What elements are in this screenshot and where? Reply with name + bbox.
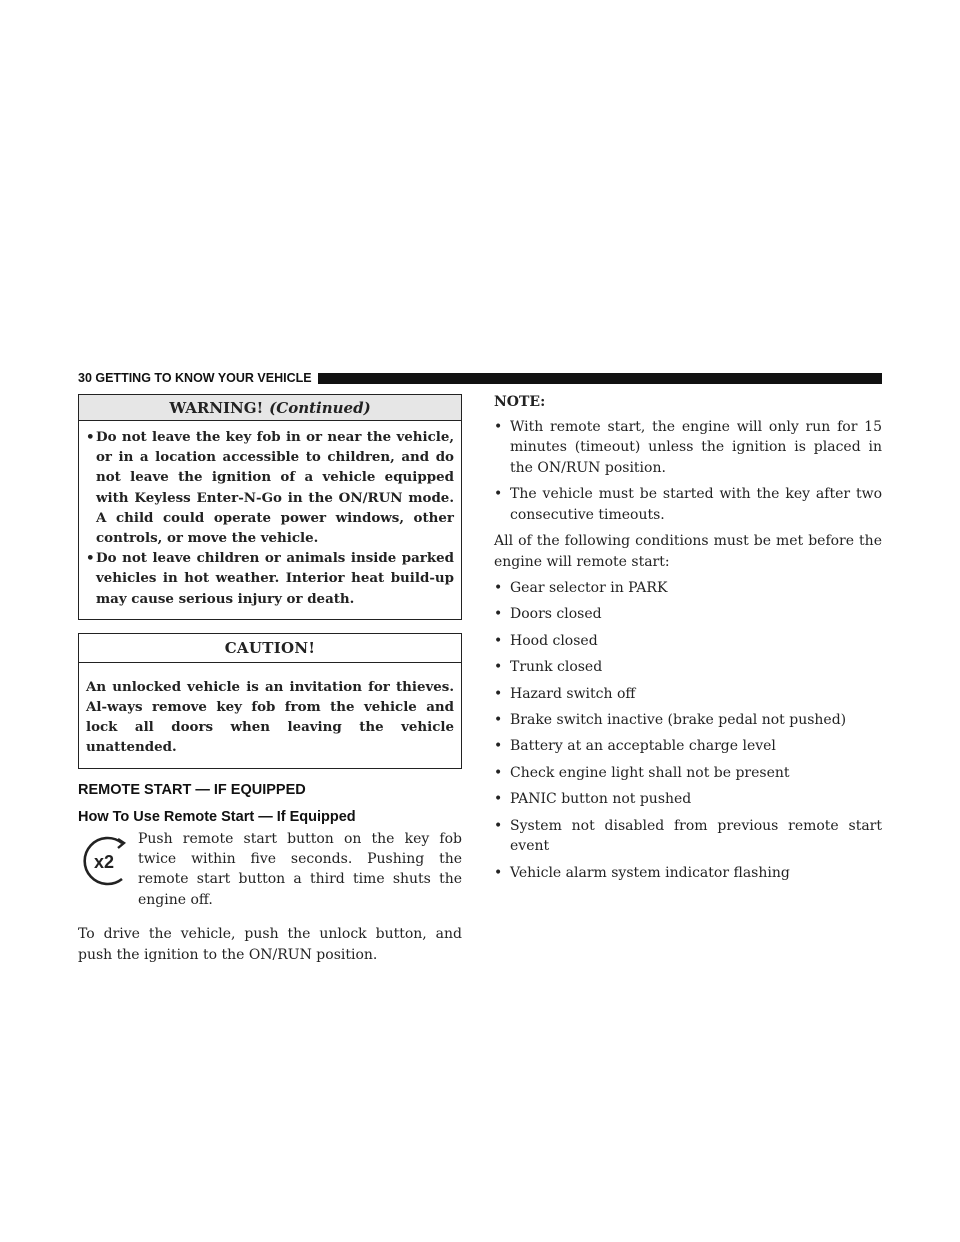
left-column [78, 394, 462, 966]
bullet-icon: • [494, 712, 503, 729]
list-item [494, 631, 882, 651]
condition-text: Check engine light shall not be present [510, 764, 790, 781]
list-item [494, 863, 882, 883]
bullet-icon: • [494, 738, 503, 755]
page-header [78, 370, 882, 386]
bullet-icon: • [494, 580, 503, 597]
icon-paragraph: Push remote start button on the key fob twice within five seconds. Pushing the remote start button a third time shuts the engine off. [138, 830, 462, 908]
warning-bullet [86, 427, 454, 548]
warning-bullet [86, 548, 454, 609]
list-item [494, 710, 882, 730]
list-item [494, 604, 882, 624]
conditions-list [494, 578, 882, 883]
caution-title: CAUTION! [79, 634, 461, 663]
note-bullet [494, 417, 882, 478]
bullet-icon: • [86, 429, 95, 445]
list-item [494, 789, 882, 809]
list-item [494, 684, 882, 704]
note-title: NOTE: [494, 394, 546, 410]
condition-text: Trunk closed [510, 659, 603, 676]
conditions-intro: All of the following conditions must be met before the engine will remote start: [494, 533, 882, 571]
warning-continued: (Continued) [269, 399, 371, 417]
warning-bullet-text: Do not leave the key fob in or near the vehicle, or in a location accessible to children, and do not leave the ignition of a vehicle equipped with Keyless Enter-N-Go in the ON/RUN mode. A child could operate power windows, other controls, or move the vehicle. [96, 429, 454, 547]
condition-text: Hazard switch off [510, 685, 636, 702]
bullet-icon: • [86, 550, 95, 567]
bullet-icon: • [494, 659, 503, 676]
icon-container [78, 829, 138, 910]
right-column [494, 394, 882, 889]
condition-text: Hood closed [510, 632, 598, 649]
list-item [494, 816, 882, 857]
condition-text: Vehicle alarm system indicator flashing [510, 864, 790, 881]
caution-box [78, 633, 462, 769]
section-title: REMOTE START — IF EQUIPPED [78, 781, 306, 798]
note-bullet-text: The vehicle must be started with the key after two consecutive timeouts. [510, 486, 882, 523]
condition-text: Battery at an acceptable charge level [510, 738, 776, 755]
condition-text: Gear selector in PARK [510, 580, 668, 597]
bullet-icon: • [494, 864, 503, 881]
remote-start-x2-icon [78, 835, 130, 887]
list-item [494, 763, 882, 783]
list-item [494, 657, 882, 677]
remote-start-instructions [78, 829, 462, 910]
icon-label: x2 [93, 851, 115, 872]
warning-body [79, 421, 461, 619]
bullet-icon: • [494, 486, 503, 503]
bullet-icon: • [494, 632, 503, 649]
drive-paragraph: To drive the vehicle, push the unlock button, and push the ignition to the ON/RUN position. [78, 925, 462, 963]
header-rule [318, 373, 882, 384]
condition-text: System not disabled from previous remote start event [510, 817, 882, 855]
condition-text: Doors closed [510, 606, 602, 623]
bullet-icon: • [494, 606, 503, 623]
warning-box [78, 394, 462, 620]
condition-text: Brake switch inactive (brake pedal not pushed) [510, 712, 847, 729]
list-item [494, 736, 882, 756]
bullet-icon: • [494, 685, 503, 702]
condition-text: PANIC button not pushed [510, 791, 692, 808]
subsection-title: How To Use Remote Start — If Equipped [78, 808, 356, 825]
note-bullet-text: With remote start, the engine will only run for 15 minutes (timeout) unless the ignition is placed in the ON/RUN position. [510, 419, 882, 476]
caution-text: An unlocked vehicle is an invitation for thieves. Al-ways remove key fob from the vehicle and lock all doors when leaving the vehicle unattended. [86, 678, 454, 756]
warning-title: WARNING! [169, 399, 264, 417]
warning-header [79, 395, 461, 421]
bullet-icon: • [494, 817, 503, 834]
page-header-text: 30 GETTING TO KNOW YOUR VEHICLE [78, 371, 312, 385]
bullet-icon: • [494, 764, 503, 781]
list-item [494, 578, 882, 598]
bullet-icon: • [494, 791, 503, 808]
note-bullet [494, 484, 882, 525]
warning-bullet-text: Do not leave children or animals inside parked vehicles in hot weather. Interior heat build-up may cause serious injury or death. [96, 550, 454, 607]
bullet-icon: • [494, 419, 503, 435]
